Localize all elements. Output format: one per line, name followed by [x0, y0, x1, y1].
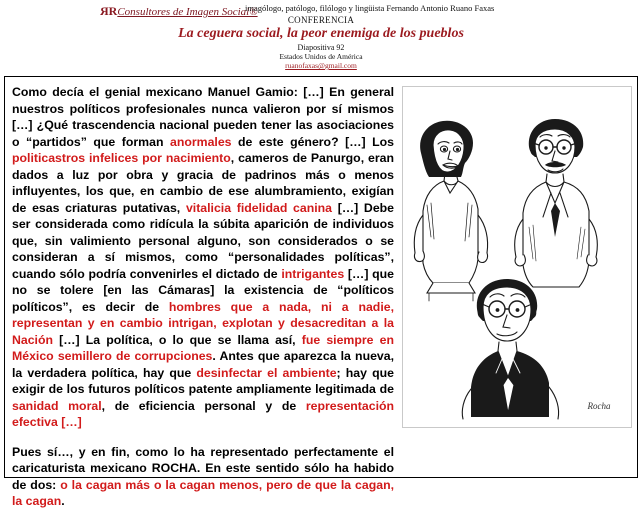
quote-segment-1: anormales — [170, 134, 232, 149]
quote-segment-11: fue siempre en México semillero de corrupciones — [12, 332, 394, 363]
quote-segment-8: […] que no se tolere [en las Cámaras] la existencia de “políticos políticos”, es decir de — [12, 266, 394, 314]
slide-number: Diapositiva 92 — [297, 43, 345, 52]
contact-email[interactable]: ruanofaxas@gmail.com — [285, 61, 357, 70]
closing-segment-1: o la cagan más o la cagan menos, pero de que la cagan, la cagan — [12, 477, 394, 508]
closing-paragraph — [12, 444, 394, 510]
cartoon-illustration — [402, 86, 632, 428]
quote-paragraph — [12, 84, 394, 431]
quote-segment-15: sanidad moral — [12, 398, 102, 413]
slide-header — [0, 0, 642, 72]
quote-segment-2: de este género? […] Los — [231, 134, 394, 149]
body-text — [12, 84, 394, 523]
quote-segment-14: ; hay que exigir de los futuros políticos patente ampliamente legitimada de — [12, 365, 394, 396]
quote-segment-16: , de eficiencia personal y de — [101, 398, 306, 413]
cartoon-svg — [403, 87, 631, 427]
closing-segment-0: Pues sí…, y en fin, como lo ha representado perfectamente el caricaturista mexicano ROCHA. En este sentido sólo ha habido de dos: — [12, 444, 394, 492]
quote-segment-17: representación efectiva […] — [12, 398, 395, 429]
quote-segment-13: desinfectar el ambiente — [196, 365, 337, 380]
quote-segment-4: , cameros de Panurgo, eran dados a luz por obra y gracia de padrinos más o menos influyentes, los que, en cambio de ese alumbramiento, exigían de esas criaturas putativas, — [12, 151, 394, 215]
quote-segment-0: Como decía el genial mexicano Manuel Gamio: […] En general nuestros políticos profesionales nunca valieron por sí mismos […] ¿Qué trascendencia nacional pueden tener las asociaciones o “partidos” que forman — [12, 85, 394, 149]
artist-signature: Rocha — [587, 401, 611, 411]
closing-segment-2: . — [61, 494, 65, 508]
quote-segment-7: intrigantes — [281, 266, 345, 281]
country-label: Estados Unidos de América — [279, 52, 363, 61]
presentation-title: La ceguera social, la peor enemiga de los pueblos — [178, 26, 464, 41]
quote-segment-3: politicastros infelices por nacimiento — [12, 151, 231, 165]
brand-name: Consultores de Imagen Social® — [117, 6, 258, 18]
quote-segment-5: vitalicia fidelidad canina — [185, 200, 333, 215]
quote-segment-9: hombres que a nada, ni a nadie, representan y en cambio intrigan, explotan y desacreditan a la Nación — [12, 299, 394, 347]
brand-mark: ЯR — [100, 4, 118, 18]
quote-segment-12: . Antes que aparezca la nueva, la verdadera política, hay que — [12, 349, 395, 380]
quote-segment-10: […] La política, o lo que se llama así, — [53, 332, 302, 347]
author-line: imagólogo, patólogo, filólogo y lingüista Fernando Antonio Ruano Faxas — [245, 3, 495, 13]
conference-label: CONFERENCIA — [287, 15, 355, 25]
quote-segment-6: […] Debe ser considerada como ridícula la súbita aparición de individuos que, sin valimiento personal alguno, son considerados o se consideran a sí mismos, como “personalidades políticas”, cuando sólo podría convenirles el dictado de — [12, 200, 395, 281]
